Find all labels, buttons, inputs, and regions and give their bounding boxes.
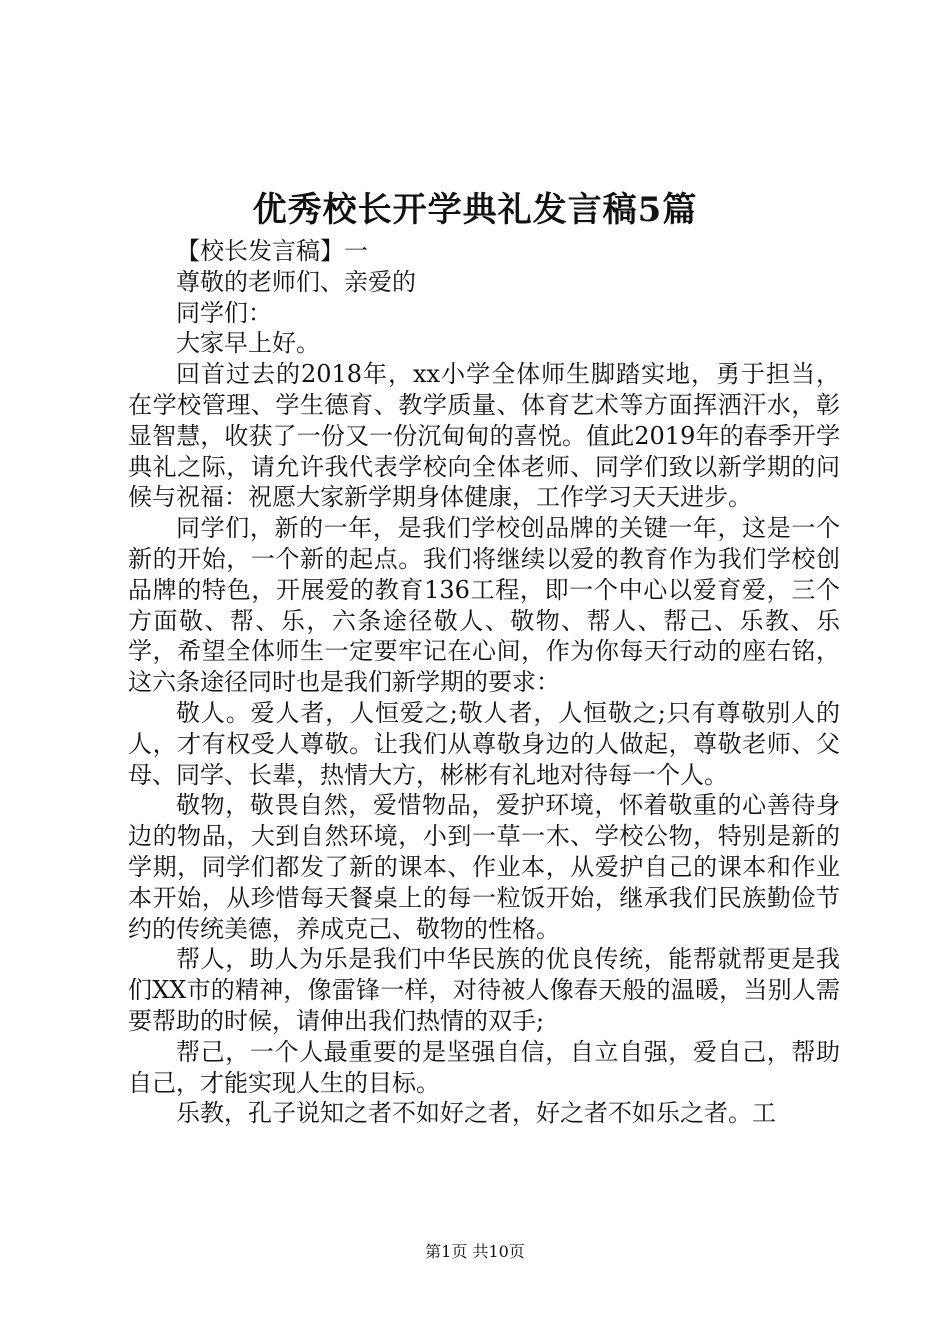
- paragraph: 同学们：: [176, 298, 272, 327]
- paragraph: 敬人。爱人者，人恒爱之;敬人者，人恒敬之;只有尊敬别人的人，才有权受人尊敬。让我们从尊敬身边的人做起，尊敬老师、父母、同学、长辈，热情大方，彬彬有礼地对待每一个人。: [128, 698, 840, 789]
- paragraph: 回首过去的2018年，xx小学全体师生脚踏实地，勇于担当，在学校管理、学生德育、教学质量、体育艺术等方面挥洒汗水，彰显智慧，收获了一份又一份沉甸甸的喜悦。值此2019年的春季开学典礼之际，请允许我代表学校向全体老师、同学们致以新学期的问候与祝福：祝愿大家新学期身体健康，工作学习天天进步。: [128, 360, 840, 512]
- page-footer: 第1页 共10页: [425, 1242, 525, 1261]
- paragraph: 敬物，敬畏自然，爱惜物品，爱护环境，怀着敬重的心善待身边的物品，大到自然环境，小到一草一木、学校公物，特别是新的学期，同学们都发了新的课本、作业本，从爱护自己的课本和作业本开始，从珍惜每天餐桌上的每一粒饭开始，继承我们民族勤俭节约的传统美德，养成克己、敬物的性格。: [128, 791, 840, 943]
- paragraph: 同学们，新的一年，是我们学校创品牌的关键一年，这是一个新的开始，一个新的起点。我们将继续以爱的教育作为我们学校创品牌的特色，开展爱的教育136工程，即一个中心以爱育爱，三个方面敬、帮、乐，六条途径敬人、敬物、帮人、帮己、乐教、乐学，希望全体师生一定要牢记在心间，作为你每天行动的座右铭，这六条途径同时也是我们新学期的要求：: [128, 514, 840, 697]
- document-title: 优秀校长开学典礼发言稿5篇: [252, 190, 698, 230]
- paragraph: 帮己，一个人最重要的是坚强自信，自立自强，爱自己，帮助自己，才能实现人生的目标。: [128, 1037, 840, 1097]
- document-body: [128, 236, 840, 1129]
- paragraph: 【校长发言稿】一: [176, 237, 368, 265]
- paragraph: 大家早上好。: [176, 329, 320, 358]
- paragraph: 帮人，助人为乐是我们中华民族的优良传统，能帮就帮更是我们XX市的精神，像雷锋一样，对待被人像春天般的温暖，当别人需要帮助的时候，请伸出我们热情的双手;: [128, 945, 840, 1035]
- paragraph: 尊敬的老师们、亲爱的: [176, 267, 416, 296]
- paragraph: 乐教，孔子说知之者不如好之者，好之者不如乐之者。工: [176, 1099, 776, 1128]
